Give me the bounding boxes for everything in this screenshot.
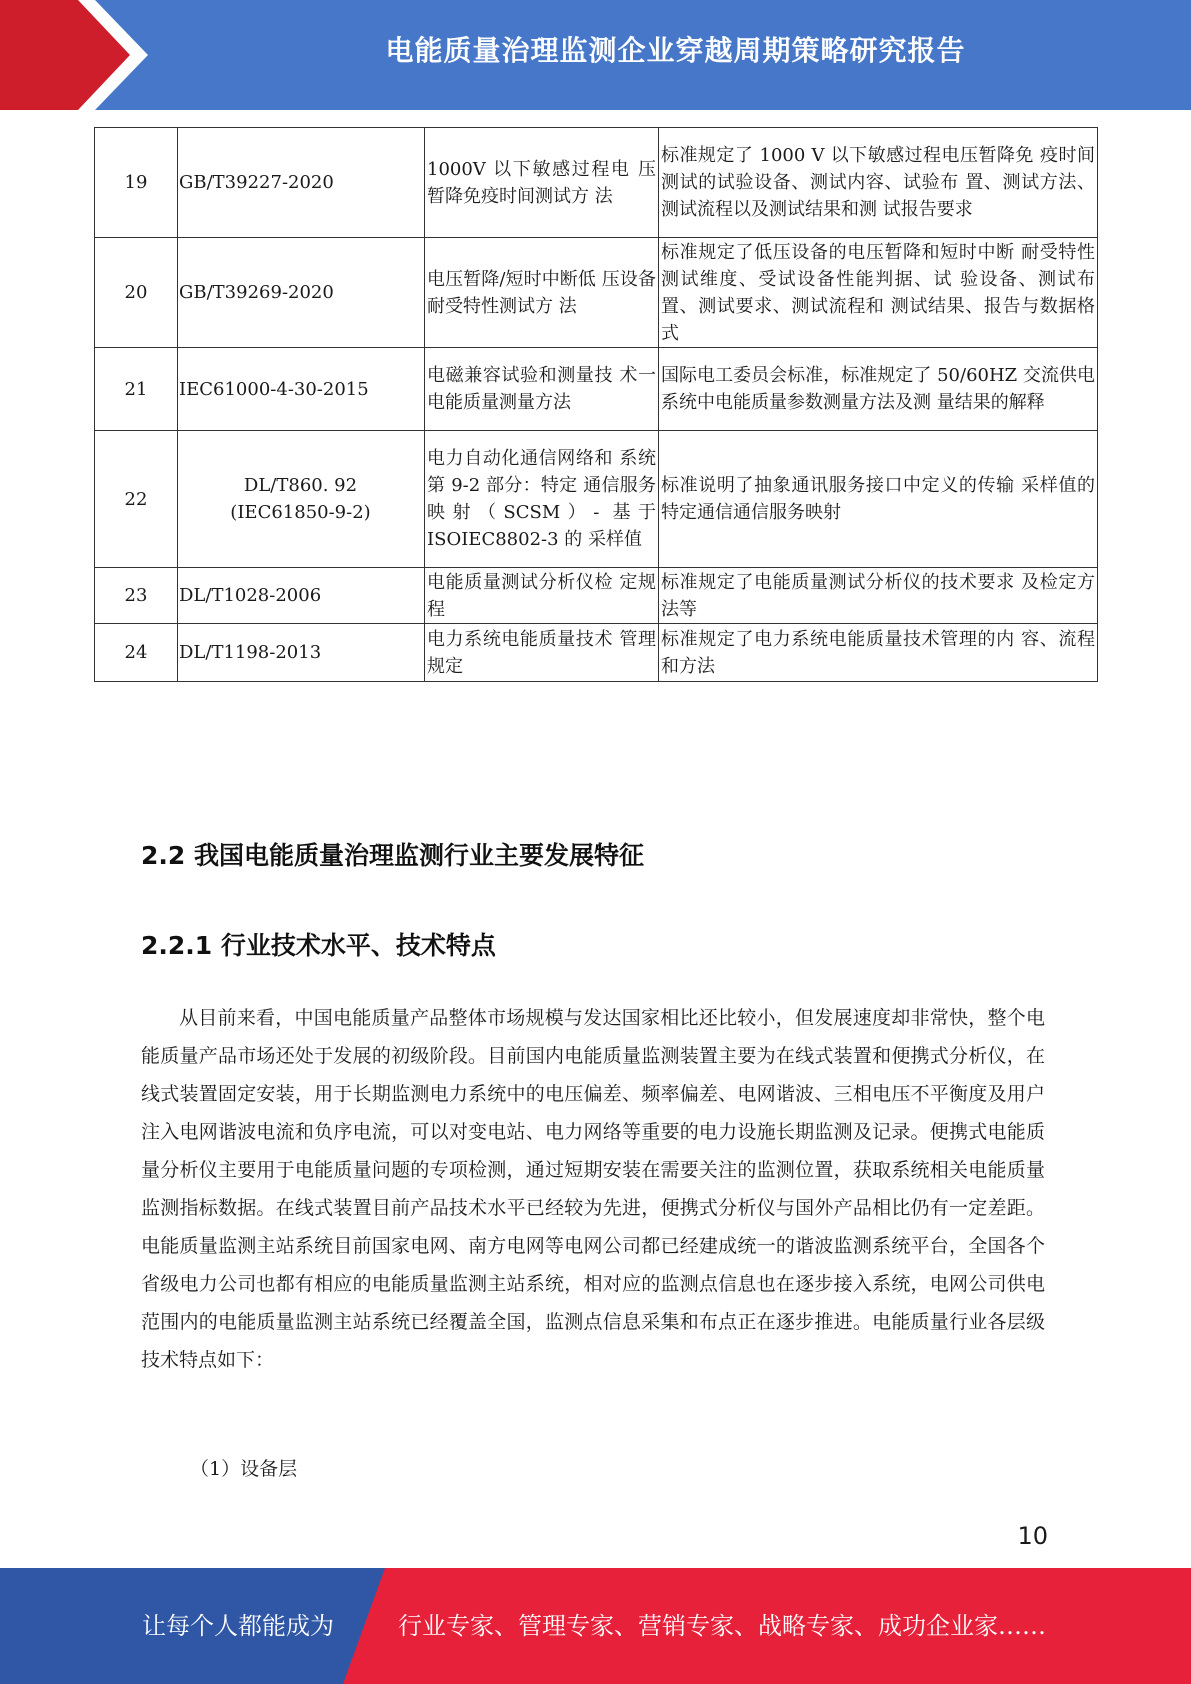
row-number: 21 — [95, 348, 178, 431]
table-row — [95, 238, 1098, 348]
subsection-heading: 2.2.1 行业技术水平、技术特点 — [141, 931, 496, 960]
standard-code: GB/T39269-2020 — [178, 238, 425, 348]
table-row — [95, 348, 1098, 431]
table-row — [95, 128, 1098, 238]
table-row — [95, 431, 1098, 568]
standard-code-line: (IEC61850-9-2) — [230, 502, 371, 523]
row-number: 22 — [95, 431, 178, 568]
report-title: 电能质量治理监测企业穿越周期策略研究报告 — [385, 34, 966, 67]
page-header — [0, 0, 1191, 110]
footer-slogan-right: 行业专家、管理专家、营销专家、战略专家、成功企业家…… — [398, 1612, 1046, 1640]
standard-name: 电能质量测试分析仪检 定规程 — [425, 568, 659, 624]
standard-code-line: DL/T860. 92 — [243, 475, 358, 496]
standard-description: 国际电工委员会标准，标准规定了 50/60HZ 交流供电系统中电能质量参数测量方法及测 量结果的解释 — [659, 348, 1098, 431]
standard-description: 标准说明了抽象通讯服务接口中定义的传输 采样值的特定通信通信服务映射 — [659, 431, 1098, 568]
standard-name: 电压暂降/短时中断低 压设备耐受特性测试方 法 — [425, 238, 659, 348]
row-number: 24 — [95, 624, 178, 682]
standard-name: 1000V 以下敏感过程电 压暂降免疫时间测试方 法 — [425, 128, 659, 238]
standard-code: GB/T39227-2020 — [178, 128, 425, 238]
standard-description: 标准规定了电力系统电能质量技术管理的内 容、流程和方法 — [659, 624, 1098, 682]
body-paragraph: 从目前来看，中国电能质量产品整体市场规模与发达国家相比还比较小，但发展速度却非常快，整个电能质量产品市场还处于发展的初级阶段。目前国内电能质量监测装置主要为在线式装置和便携式分析仪，在线式装置固定安装，用于长期监测电力系统中的电压偏差、频率偏差、电网谐波、三相电压不平衡度及用户注入电网谐波电流和负序电流，可以对变电站、电力网络等重要的电力设施长期监测及记录。便携式电能质量分析仪主要用于电能质量问题的专项检测，通过短期安装在需要关注的监测位置，获取系统相关电能质量监测指标数据。在线式装置目前产品技术水平已经较为先进，便携式分析仪与国外产品相比仍有一定差距。电能质量监测主站系统目前国家电网、南方电网等电网公司都已经建成统一的谐波监测系统平台，全国各个省级电力公司也都有相应的电能质量监测主站系统，相对应的监测点信息也在逐步接入系统，电网公司供电范围内的电能质量监测主站系统已经覆盖全国，监测点信息采集和布点正在逐步推进。电能质量行业各层级技术特点如下： — [141, 1007, 1045, 1371]
page-number: 10 — [1017, 1522, 1048, 1550]
standard-code: DL/T1198-2013 — [178, 624, 425, 682]
standard-code: DL/T1028-2006 — [178, 568, 425, 624]
section-heading: 2.2 我国电能质量治理监测行业主要发展特征 — [141, 841, 644, 870]
footer-slogan-left: 让每个人都能成为 — [142, 1612, 334, 1640]
standard-code — [178, 431, 425, 568]
row-number: 23 — [95, 568, 178, 624]
table-row — [95, 624, 1098, 682]
row-number: 19 — [95, 128, 178, 238]
standard-name: 电磁兼容试验和测量技 术一电能质量测量方法 — [425, 348, 659, 431]
standard-name: 电力系统电能质量技术 管理规定 — [425, 624, 659, 682]
standard-name: 电力自动化通信网络和 系统第 9-2 部分：特定 通信服务映射（SCSM）- 基于 ISOIEC8802-3 的 采样值 — [425, 431, 659, 568]
standard-code: IEC61000-4-30-2015 — [178, 348, 425, 431]
standards-table — [94, 127, 1098, 682]
list-item-heading: （1）设备层 — [190, 1458, 298, 1480]
standard-description: 标准规定了电能质量测试分析仪的技术要求 及检定方法等 — [659, 568, 1098, 624]
standard-description: 标准规定了 1000 V 以下敏感过程电压暂降免 疫时间测试的试验设备、测试内容、试验布 置、测试方法、测试流程以及测试结果和测 试报告要求 — [659, 128, 1098, 238]
table-row — [95, 568, 1098, 624]
page-footer — [0, 1568, 1191, 1684]
standard-description: 标准规定了低压设备的电压暂降和短时中断 耐受特性测试维度、受试设备性能判据、试 验设备、测试布置、测试要求、测试流程和 测试结果、报告与数据格式 — [659, 238, 1098, 348]
row-number: 20 — [95, 238, 178, 348]
